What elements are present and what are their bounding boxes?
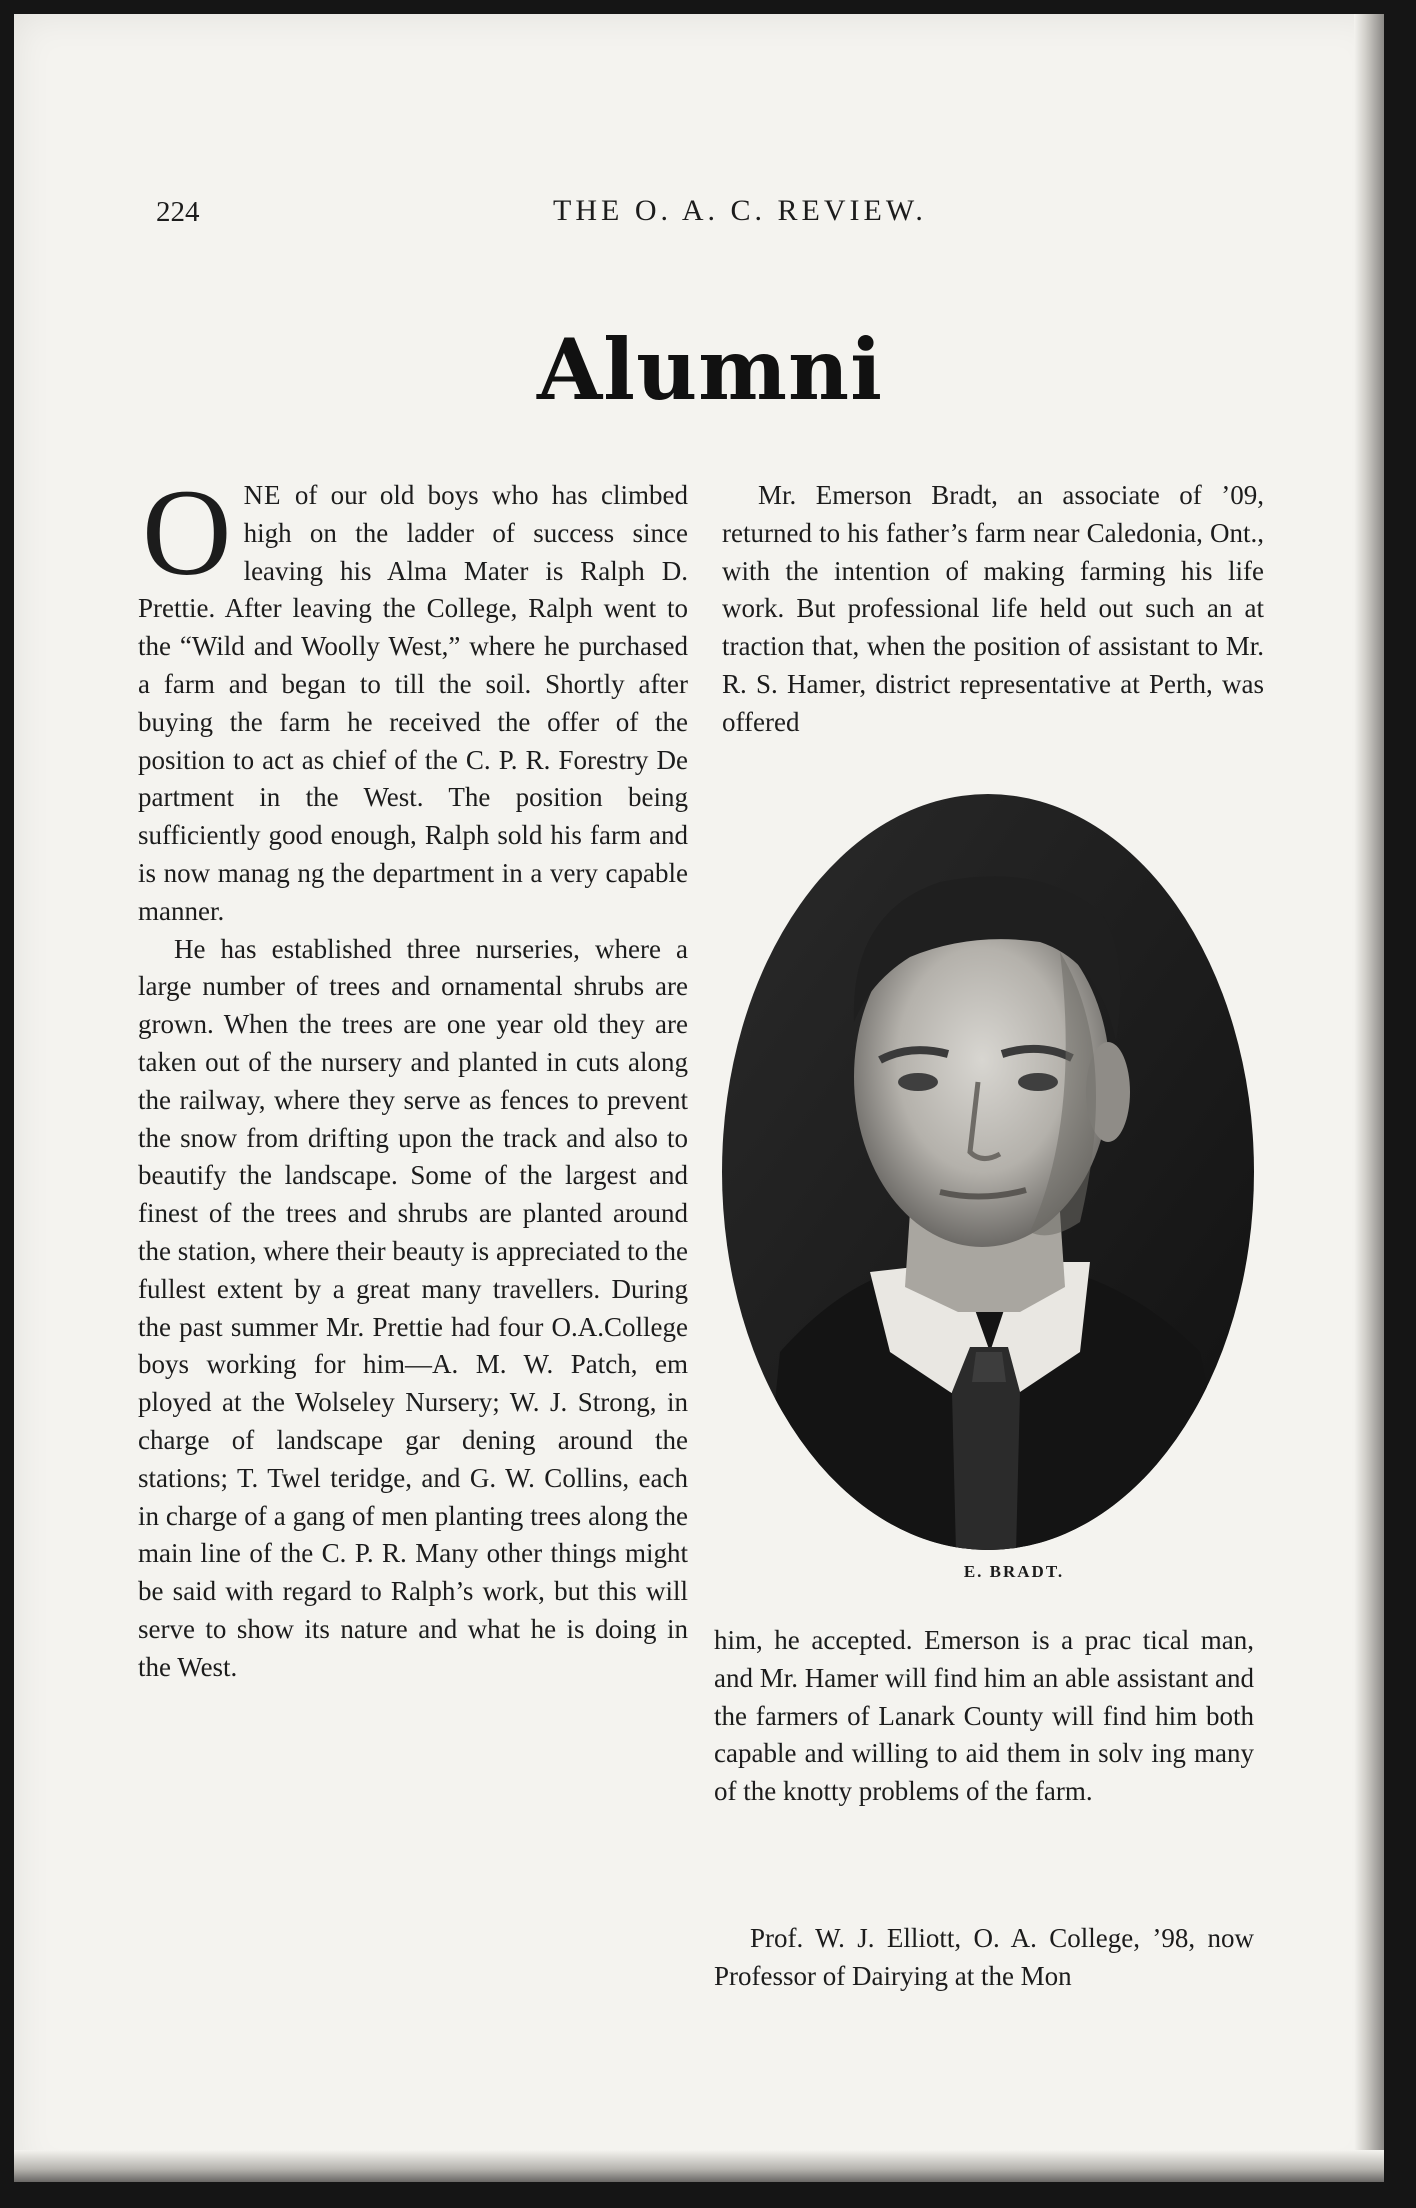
running-title: THE O. A. C. REVIEW. [553,194,927,227]
left-column [138,464,688,1687]
article-title: Alumni [536,320,884,419]
right-column-top [722,477,1264,742]
page-edge-shadow [1354,14,1384,2182]
page-number: 224 [156,196,200,228]
right-column-last [714,1920,1254,1996]
right-paragraph-2: Prof. W. J. Elliott, O. A. College, ’98, now Professor of Dairying at the Mon [714,1923,1254,1991]
portrait-oval-image [720,792,1256,1552]
left-paragraph-2: He has established three nurseries, where a large number of trees and ornamental shrubs are grown. When the trees are one year old they are taken out of the nursery and planted in cuts along the railway, where they serve as fences to prevent the snow from drifting upon the track and also to beautify the landscape. Some of the largest and finest of the trees and shrubs are planted around the station, where their beauty is appreciated to the fullest extent by a great many travellers. During the past summer Mr. Prettie had four O.A.College boys working for him—A. M. W. Patch, em ployed at the Wolseley Nursery; W. J. Strong, in charge of landscape gar dening around the stations; T. Twel teridge, and G. W. Collins, each in charge of a gang of men planting trees along the main line of the C. P. R. Many other things might be said with regard to Ralph’s work, but this will serve to show its nature and what he is doing in the West. [138,933,688,1682]
drop-cap: O [142,464,232,601]
drop-cap-rest: NE [243,480,282,510]
right-paragraph-1-continued: him, he accepted. Emerson is a prac tical man, and Mr. Hamer will find him an able assistant and the farmers of Lanark County will find him both capable and willing to aid them in solv ing many of the knotty problems of the farm. [714,1625,1254,1807]
photo-caption: E. BRADT. [963,1562,1065,1581]
page-bottom-shadow [14,2150,1384,2182]
right-column-bottom [714,1622,1254,1811]
left-paragraph-1-text: of our old boys who has climbed high on the ladder of success since leaving his Alma Mater is Ralph D. Prettie. After leaving the College, Ralph went to the “Wild and Woolly West,” where he purchased a farm and began to till the soil. Shortly after buying the farm he received the offer of the position to act as chief of the C. P. R. Forestry De partment in the West. The position being sufficiently good enough, Ralph sold his farm and is now manag ng the department in a very capable manner. [138,480,688,926]
right-paragraph-1: Mr. Emerson Bradt, an associate of ’09, returned to his father’s farm near Caledonia, Ont., with the intention of making farming his life work. But professional life held out such an at traction that, when the position of assistant to Mr. R. S. Hamer, district representative at Perth, was offered [722,480,1264,737]
left-paragraph-1 [138,464,688,931]
portrait-photo [720,792,1256,1552]
